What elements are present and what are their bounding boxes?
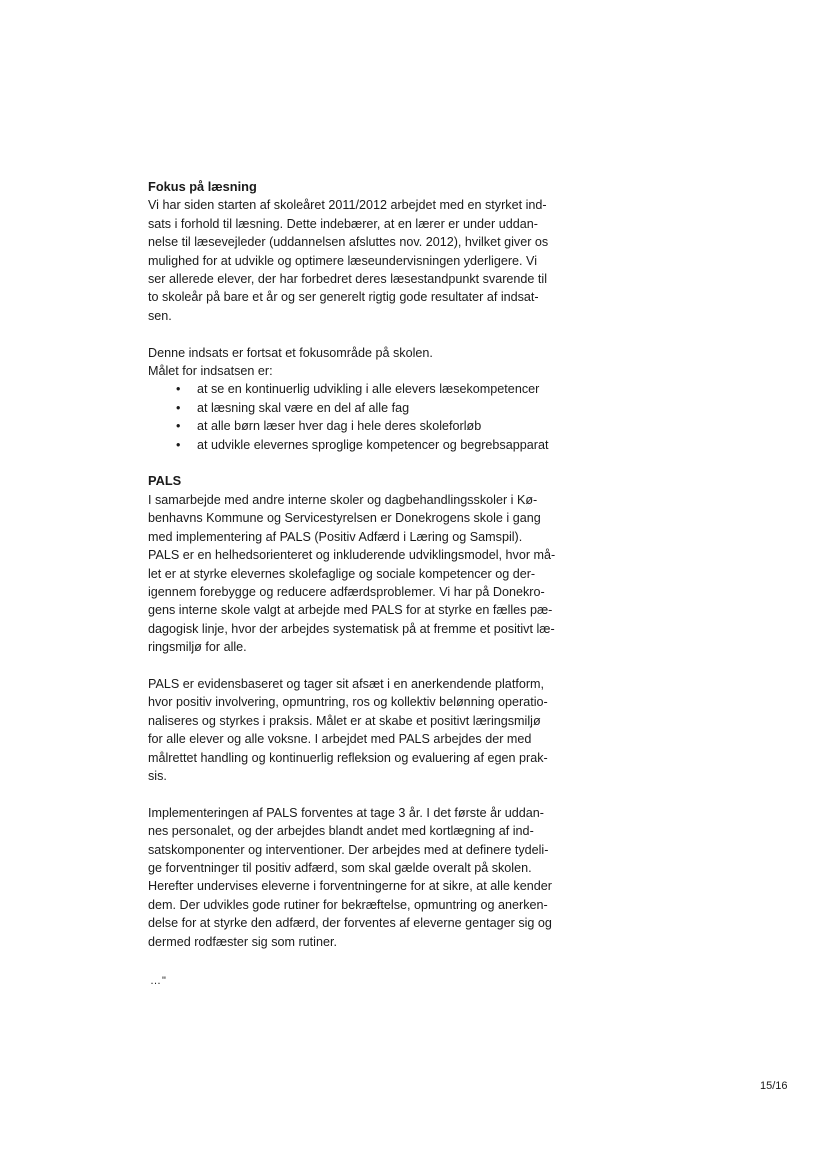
paragraph-spacer bbox=[148, 785, 588, 803]
text-line: med implementering af PALS (Positiv Adfærd i Læring og Samspil). bbox=[148, 529, 523, 544]
list-item bbox=[148, 417, 588, 435]
bullet-icon: • bbox=[176, 437, 181, 452]
list-item bbox=[148, 436, 588, 454]
paragraph-spacer bbox=[148, 657, 588, 675]
text-line: sis. bbox=[148, 768, 167, 783]
text-line: Implementeringen af PALS forventes at tage 3 år. I det første år uddan- bbox=[148, 805, 544, 820]
paragraph-pals-intro bbox=[148, 491, 588, 657]
text-line: nelse til læsevejleder (uddannelsen afsluttes nov. 2012), hvilket giver os bbox=[148, 235, 549, 250]
list-item bbox=[148, 380, 588, 398]
text-line: gens interne skole valgt at arbejde med PALS for at styrke en fælles pæ- bbox=[148, 603, 553, 618]
text-line: benhavns Kommune og Servicestyrelsen er Donekrogens skole i gang bbox=[148, 511, 541, 526]
goals-intro: Målet for indsatsen er: bbox=[148, 364, 273, 379]
text-line: sats i forhold til læsning. Dette indebærer, at en lærer er under uddan- bbox=[148, 216, 538, 231]
heading-pals: PALS bbox=[148, 473, 182, 489]
text-line: ge forventninger til positiv adfærd, som skal gælde overalt på skolen. bbox=[148, 860, 532, 875]
goals-list bbox=[148, 380, 588, 454]
text-line: sen. bbox=[148, 308, 172, 323]
text-line: satskomponenter og interventioner. Der arbejdes med at definere tydeli- bbox=[148, 842, 549, 857]
bullet-icon: • bbox=[176, 419, 181, 434]
text-line: for alle elever og alle voksne. I arbejdet med PALS arbejdes der med bbox=[148, 732, 532, 747]
text-line: dermed rodfæster sig som rutiner. bbox=[148, 934, 337, 949]
text-line: delse for at styrke den adfærd, der forventes af eleverne gentager sig og bbox=[148, 916, 552, 931]
text-line: hvor positiv involvering, opmuntring, ros og kollektiv belønning operatio- bbox=[148, 695, 548, 710]
list-item-text: at udvikle elevernes sproglige kompetencer og begrebsapparat bbox=[197, 437, 549, 452]
text-line: ser allerede elever, der har forbedret deres læsestandpunkt svarende til bbox=[148, 272, 548, 287]
text-line: to skoleår på bare et år og ser generelt rigtig gode resultater af indsat- bbox=[148, 290, 539, 305]
paragraph-laesning bbox=[148, 196, 588, 325]
text-line: mulighed for at udvikle og optimere læseundervisningen yderligere. Vi bbox=[148, 253, 537, 268]
bullet-icon: • bbox=[176, 382, 181, 397]
paragraph-pals-implementation bbox=[148, 804, 588, 951]
closing-quote-mark: …" bbox=[150, 975, 167, 987]
focus-statement: Denne indsats er fortsat et fokusområde på skolen. bbox=[148, 345, 433, 360]
text-line: dagogisk linje, hvor der arbejdes systematisk på at fremme et positivt læ- bbox=[148, 621, 555, 636]
bullet-icon: • bbox=[176, 400, 181, 415]
page-number: 15/16 bbox=[760, 1080, 788, 1092]
text-line: let er at styrke elevernes skolefaglige og sociale kompetencer og der- bbox=[148, 566, 536, 581]
list-item-text: at alle børn læser hver dag i hele deres skoleforløb bbox=[197, 419, 482, 434]
text-line: dem. Der udvikles gode rutiner for bekræftelse, opmuntring og anerken- bbox=[148, 897, 548, 912]
document-body bbox=[148, 178, 588, 951]
text-line: ringsmiljø for alle. bbox=[148, 640, 247, 655]
list-item-text: at se en kontinuerlig udvikling i alle elevers læsekompetencer bbox=[197, 382, 540, 397]
paragraph-spacer bbox=[148, 454, 588, 472]
heading-fokus-paa-laesning: Fokus på læsning bbox=[148, 179, 257, 194]
text-line: Vi har siden starten af skoleåret 2011/2012 arbejdet med en styrket ind- bbox=[148, 198, 547, 213]
text-line: målrettet handling og kontinuerlig refleksion og evaluering af egen prak- bbox=[148, 750, 548, 765]
text-line: PALS er evidensbaseret og tager sit afsæt i en anerkendende platform, bbox=[148, 676, 545, 691]
list-item-text: at læsning skal være en del af alle fag bbox=[197, 400, 410, 415]
paragraph-spacer bbox=[148, 325, 588, 343]
text-line: PALS er en helhedsorienteret og inkluderende udviklingsmodel, hvor må- bbox=[148, 548, 556, 563]
text-line: naliseres og styrkes i praksis. Målet er at skabe et positivt læringsmiljø bbox=[148, 713, 541, 728]
list-item bbox=[148, 399, 588, 417]
text-line: nes personalet, og der arbejdes blandt andet med kortlægning af ind- bbox=[148, 824, 534, 839]
text-line: igennem forebygge og reducere adfærdsproblemer. Vi har på Donekro- bbox=[148, 584, 545, 599]
text-line: I samarbejde med andre interne skoler og dagbehandlingsskoler i Kø- bbox=[148, 492, 538, 507]
text-line: Herefter undervises eleverne i forventningerne for at sikre, at alle kender bbox=[148, 879, 552, 894]
paragraph-pals-evidence bbox=[148, 675, 588, 785]
